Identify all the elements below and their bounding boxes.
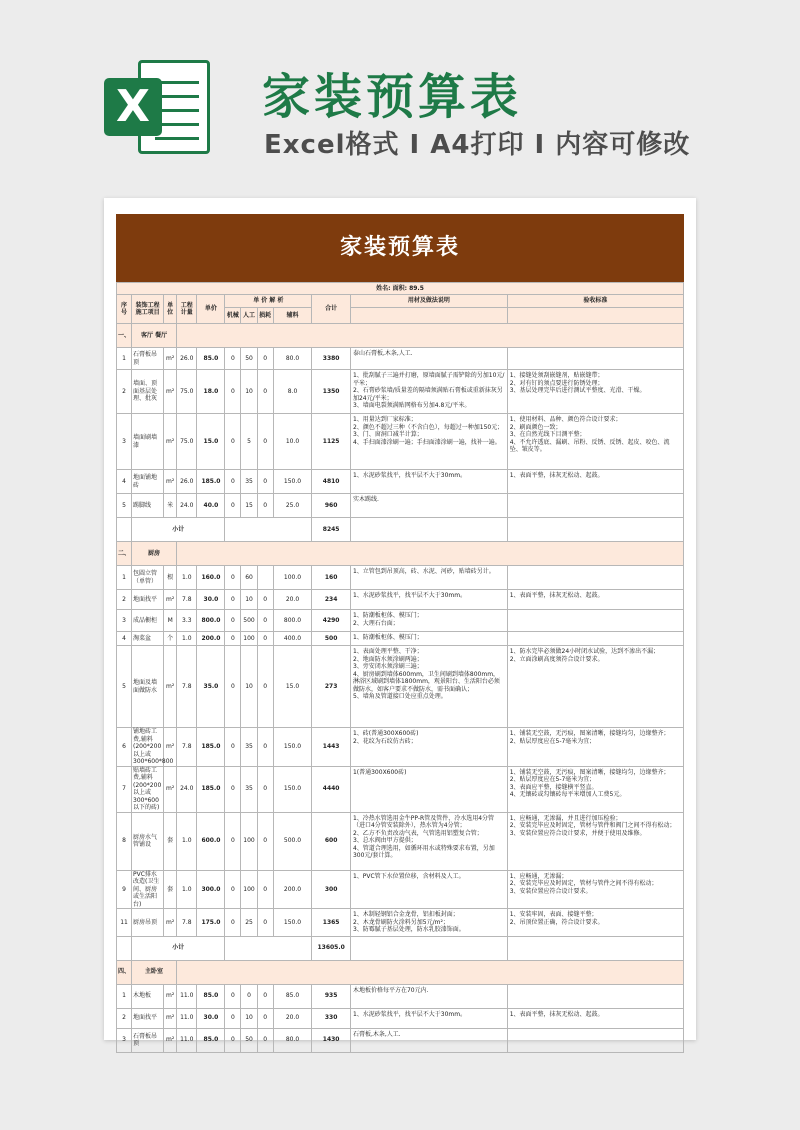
machine-cost: 0 <box>225 812 241 870</box>
row-number: 3 <box>117 610 132 632</box>
item-qty: 24.0 <box>177 766 197 812</box>
header-labor: 人工 <box>241 308 257 324</box>
material-cost: 15.0 <box>273 646 312 728</box>
section-fill <box>177 324 684 348</box>
header-total: 合计 <box>312 295 351 324</box>
loss-cost: 0 <box>257 470 273 494</box>
item-total: 935 <box>312 984 351 1008</box>
item-qty: 11.0 <box>177 1028 197 1052</box>
item-qty: 7.8 <box>177 909 197 937</box>
machine-cost: 0 <box>225 766 241 812</box>
machine-cost: 0 <box>225 984 241 1008</box>
item-total: 4290 <box>312 610 351 632</box>
item-description: 1(普通300X600砖) <box>350 766 507 812</box>
section-fill <box>177 542 684 566</box>
labor-cost: 60 <box>241 566 257 590</box>
item-price: 15.0 <box>197 414 225 470</box>
section-fill <box>177 960 684 984</box>
item-acceptance <box>507 984 683 1008</box>
info-row <box>117 283 684 295</box>
labor-cost: 10 <box>241 646 257 728</box>
item-acceptance <box>507 610 683 632</box>
header-item: 装饰工程施工项目 <box>132 295 164 324</box>
item-qty: 3.3 <box>177 610 197 632</box>
item-description: 1、冷热水管选用金牛PP-R管及管件，冷水选用4分管（进口4分管安装除外），热水管为4分管； 2、乙方不负责改动气表，气管选用铝塑复合管； 3、总水阀由甲方提供； 4、管道合理选用，如循环用水或特殊要求布置，另加300元/套计算。 <box>350 812 507 870</box>
item-unit: 米 <box>164 494 177 518</box>
row-number: 1 <box>117 984 132 1008</box>
item-acceptance <box>507 348 683 370</box>
item-acceptance <box>507 1028 683 1052</box>
subtotal-blank <box>507 936 683 960</box>
item-description: 1、防潮板柜体、模压门； <box>350 632 507 646</box>
item-qty: 75.0 <box>177 370 197 414</box>
row-number: 2 <box>117 370 132 414</box>
item-unit: 根 <box>164 566 177 590</box>
loss-cost: 0 <box>257 590 273 610</box>
material-cost: 150.0 <box>273 728 312 767</box>
table-row <box>117 590 684 610</box>
item-unit: m² <box>164 370 177 414</box>
table-row <box>117 348 684 370</box>
item-qty: 1.0 <box>177 870 197 909</box>
subtotal-value: 13605.0 <box>312 936 351 960</box>
item-acceptance: 1、安装牢固，表面、接缝平整； 2、吊顶位置正确，符合设计要求。 <box>507 909 683 937</box>
item-description: 1、水泥砂浆找平，找平层不大于30mm。 <box>350 590 507 610</box>
item-name: 地面铺地砖 <box>132 470 164 494</box>
item-acceptance: 1、表面平整，抹灰无松动、起鼓。 <box>507 470 683 494</box>
item-name: 包圆立管（单管） <box>132 566 164 590</box>
item-description: 1、水泥砂浆找平，找平层不大于30mm。 <box>350 1008 507 1028</box>
material-cost: 500.0 <box>273 812 312 870</box>
loss-cost: 0 <box>257 1008 273 1028</box>
item-name: 木地板 <box>132 984 164 1008</box>
item-total: 960 <box>312 494 351 518</box>
item-unit: m² <box>164 1008 177 1028</box>
item-unit: m² <box>164 766 177 812</box>
section-name: 客厅 餐厅 <box>132 324 177 348</box>
machine-cost: 0 <box>225 870 241 909</box>
item-acceptance: 1、铺装无空鼓，无污痕，图案清晰，接缝均匀，边缘整齐； 2、贴层厚度应在5-7毫米为宜； <box>507 728 683 767</box>
loss-cost: 0 <box>257 870 273 909</box>
item-name: 厨房水气管铺设 <box>132 812 164 870</box>
machine-cost: 0 <box>225 610 241 632</box>
section-number: 一、 <box>117 324 132 348</box>
item-description: 1、木制轻钢铝合金龙骨，铝扣板封面； 2、木龙骨刷防火涂料另加5元/m²； 3、防霉腻子基层处理，防水乳胶漆饰面。 <box>350 909 507 937</box>
item-total: 1125 <box>312 414 351 470</box>
item-acceptance <box>507 494 683 518</box>
item-qty: 26.0 <box>177 470 197 494</box>
material-cost: 150.0 <box>273 766 312 812</box>
item-acceptance: 1、表面平整，抹灰无松动、起鼓。 <box>507 590 683 610</box>
material-cost: 800.0 <box>273 610 312 632</box>
item-qty: 7.8 <box>177 728 197 767</box>
labor-cost: 50 <box>241 1028 257 1052</box>
material-cost: 150.0 <box>273 470 312 494</box>
machine-cost: 0 <box>225 1028 241 1052</box>
row-number: 3 <box>117 414 132 470</box>
item-name: 墙面、顶面基层处理、批灰 <box>132 370 164 414</box>
item-description: 1、砖(普通300X600砖) 2、花纹为石纹仿古砖； <box>350 728 507 767</box>
labor-cost: 5 <box>241 414 257 470</box>
header-loss: 损耗 <box>257 308 273 324</box>
machine-cost: 0 <box>225 909 241 937</box>
machine-cost: 0 <box>225 1008 241 1028</box>
subtotal-blank <box>117 936 132 960</box>
item-unit: 套 <box>164 870 177 909</box>
section-row <box>117 324 684 348</box>
item-unit: m² <box>164 984 177 1008</box>
section-row <box>117 960 684 984</box>
item-price: 85.0 <box>197 1028 225 1052</box>
item-price: 30.0 <box>197 590 225 610</box>
section-name: 主卧室 <box>132 960 177 984</box>
machine-cost: 0 <box>225 370 241 414</box>
header-price: 单价 <box>197 295 225 324</box>
item-price: 40.0 <box>197 494 225 518</box>
subtotal-blank <box>350 518 507 542</box>
item-total: 160 <box>312 566 351 590</box>
machine-cost: 0 <box>225 728 241 767</box>
item-total: 3380 <box>312 348 351 370</box>
item-name: 铺地砖工费,辅料(200*200以上或300*600*800 <box>133 728 174 765</box>
item-qty: 7.8 <box>177 590 197 610</box>
subtotal-row <box>117 936 684 960</box>
item-description: 1、防潮板柜体、模压门； 2、大理石台面； <box>350 610 507 632</box>
labor-cost: 10 <box>241 370 257 414</box>
machine-cost: 0 <box>225 414 241 470</box>
labor-cost: 25 <box>241 909 257 937</box>
poster-title: 家装预算表 <box>262 69 523 125</box>
item-price: 175.0 <box>197 909 225 937</box>
material-cost: 80.0 <box>273 1028 312 1052</box>
row-number: 4 <box>117 632 132 646</box>
material-cost: 8.0 <box>273 370 312 414</box>
row-number: 3 <box>117 1028 132 1052</box>
material-cost: 85.0 <box>273 984 312 1008</box>
table-row <box>117 1028 684 1052</box>
item-price: 160.0 <box>197 566 225 590</box>
table-row <box>117 566 684 590</box>
machine-cost: 0 <box>225 646 241 728</box>
loss-cost: 0 <box>257 348 273 370</box>
header-material: 辅料 <box>273 308 312 324</box>
row-number: 6 <box>117 728 132 767</box>
item-unit: m² <box>164 728 177 767</box>
item-description: 1、表面处理平整、干净； 2、地面防水须涂刷两遍； 3、旁安闭水须涂刷三遍； 4、厨房刷到墙体600mm，卫生间刷到墙体800mm，淋浴区域刷到墙体1800mm，观景阳台、生活阳台必须做防水，如客户要求不做防水，需书面确认； 5、墙角及管道接口处应重点处理。 <box>350 646 507 728</box>
item-unit: m² <box>164 909 177 937</box>
loss-cost: 0 <box>257 610 273 632</box>
section-name: 厨房 <box>132 542 177 566</box>
section-number: 四、 <box>117 960 132 984</box>
row-number: 2 <box>117 1008 132 1028</box>
subtotal-blank <box>350 936 507 960</box>
labor-cost: 10 <box>241 590 257 610</box>
item-description: 实木踢线. <box>350 494 507 518</box>
row-number: 5 <box>117 494 132 518</box>
item-total: 600 <box>312 812 351 870</box>
machine-cost: 0 <box>225 494 241 518</box>
item-name: 石膏板吊顶 <box>132 348 164 370</box>
item-price: 85.0 <box>197 348 225 370</box>
owner-info: 姓名: 面积: 89.5 <box>117 283 684 295</box>
excel-logo-icon <box>100 56 212 156</box>
material-cost: 150.0 <box>273 909 312 937</box>
subtotal-label: 小计 <box>132 518 225 542</box>
item-total: 330 <box>312 1008 351 1028</box>
subtotal-blank <box>507 518 683 542</box>
item-acceptance: 1、使用材料、品种、颜色符合设计要求； 2、刷面颜色一致； 3、在自然光线下目测平整； 4、不允许透底、漏刷、吊粉、反锈、反锈、起皮、咬色、流坠、皱皮等。 <box>507 414 683 470</box>
item-acceptance: 1、铺装无空鼓，无污痕，图案清晰，接缝均匀，边缘整齐； 2、贴层厚度应在5-7毫米为宜； 3、表面应平整，接缝横平竖直。 4、无镶砖或勾镶砖每平米增加人工费5元。 <box>507 766 683 812</box>
header-unit: 单位 <box>164 295 177 324</box>
item-acceptance <box>507 566 683 590</box>
table-row <box>117 728 684 767</box>
item-unit: m² <box>164 590 177 610</box>
item-description: 1、立管包到吊顶高，砖、水泥、河砂，贴墙砖另计。 <box>350 566 507 590</box>
item-description: 1、批刮腻子三遍并打磨，原墙面腻子需铲除的另加10元/平米； 2、石膏砂浆墙/质量差的隔墙须满贴石膏板或重新抹灰另加24元/平米； 3、墙面电裂须满贴网格布另加4.8元/平米。 <box>350 370 507 414</box>
poster-subtitle: Excel格式 I A4打印 I 内容可修改 <box>264 130 691 160</box>
item-total: 4440 <box>312 766 351 812</box>
subtotal-label: 小计 <box>132 936 225 960</box>
item-name: 贴墙砖工费,辅料(200*200以上或300*600以下的砖) <box>132 766 164 812</box>
row-number: 2 <box>117 590 132 610</box>
item-total: 1430 <box>312 1028 351 1052</box>
labor-cost: 35 <box>241 728 257 767</box>
material-cost: 10.0 <box>273 414 312 470</box>
machine-cost: 0 <box>225 590 241 610</box>
table-row <box>117 632 684 646</box>
labor-cost: 100 <box>241 812 257 870</box>
item-unit: m² <box>164 646 177 728</box>
item-name: 厨房吊顶 <box>132 909 164 937</box>
item-total: 1365 <box>312 909 351 937</box>
row-number: 5 <box>117 646 132 728</box>
item-price: 600.0 <box>197 812 225 870</box>
header-accept: 验收标准 <box>507 295 683 308</box>
loss-cost: 0 <box>257 646 273 728</box>
item-name: 墙面刷墙漆 <box>132 414 164 470</box>
item-acceptance: 1、防水完毕必须做24小时闭水试验，达到不渗出不漏； 2、立面涂刷高度须符合设计要求。 <box>507 646 683 728</box>
machine-cost: 0 <box>225 566 241 590</box>
section-number: 二、 <box>117 542 132 566</box>
item-unit: M <box>164 610 177 632</box>
item-description: 石膏板,木条,人工. <box>350 1028 507 1052</box>
labor-cost: 50 <box>241 348 257 370</box>
row-number: 9 <box>117 870 132 909</box>
item-price: 185.0 <box>197 728 225 767</box>
material-cost: 400.0 <box>273 632 312 646</box>
item-qty: 1.0 <box>177 812 197 870</box>
row-number: 7 <box>117 766 132 812</box>
item-acceptance: 1、接缝处须刮嵌缝剂，贴嵌缝带； 2、对有钉的须点要进行防锈处理； 3、基层处理完毕后进行测试平整度、光滑、干燥。 <box>507 370 683 414</box>
loss-cost: 0 <box>257 984 273 1008</box>
machine-cost: 0 <box>225 348 241 370</box>
item-price: 800.0 <box>197 610 225 632</box>
item-acceptance: 1、应畅通，无渗漏； 2、安装完毕应及时固定，管材与管件之间不得有松动； 3、安装位置应符合设计要求。 <box>507 870 683 909</box>
item-name: 地面找平 <box>132 590 164 610</box>
item-qty: 1.0 <box>177 566 197 590</box>
loss-cost: 0 <box>257 1028 273 1052</box>
item-unit: m² <box>164 414 177 470</box>
item-price: 300.0 <box>197 870 225 909</box>
header-machine: 机械 <box>225 308 241 324</box>
row-number: 8 <box>117 812 132 870</box>
loss-cost: 0 <box>257 909 273 937</box>
table-row <box>117 1008 684 1028</box>
loss-cost: 0 <box>257 632 273 646</box>
item-qty: 26.0 <box>177 348 197 370</box>
header-row-1 <box>117 295 684 308</box>
labor-cost: 10 <box>241 1008 257 1028</box>
labor-cost: 100 <box>241 870 257 909</box>
labor-cost: 500 <box>241 610 257 632</box>
item-total: 234 <box>312 590 351 610</box>
item-description: 1、用量达到厂家标准； 2、颜色不超过三种（不含白色），每超过一种加150元； 3、门、窗洞口减半计算； 4、手扫面漆涂刷一遍；手扫面漆涂刷一遍，找补一遍。 <box>350 414 507 470</box>
row-number: 4 <box>117 470 132 494</box>
loss-cost: 0 <box>257 494 273 518</box>
labor-cost: 0 <box>241 984 257 1008</box>
item-description: 泰山石膏板,木条,人工. <box>350 348 507 370</box>
machine-cost: 0 <box>225 632 241 646</box>
item-description: 1、水泥砂浆找平，找平层不大于30mm。 <box>350 470 507 494</box>
item-price: 200.0 <box>197 632 225 646</box>
table-row <box>117 909 684 937</box>
subtotal-row <box>117 518 684 542</box>
item-price: 35.0 <box>197 646 225 728</box>
header-qty: 工程计量 <box>177 295 197 324</box>
labor-cost: 35 <box>241 470 257 494</box>
loss-cost: 0 <box>257 812 273 870</box>
header-breakdown: 单 价 解 析 <box>225 295 312 308</box>
item-name: 淘菜盆 <box>132 632 164 646</box>
item-total: 4810 <box>312 470 351 494</box>
item-total: 273 <box>312 646 351 728</box>
header-desc: 用材及做法说明 <box>350 295 507 308</box>
item-name: 踢脚线 <box>132 494 164 518</box>
row-number: 1 <box>117 348 132 370</box>
loss-cost <box>257 566 273 590</box>
item-price: 30.0 <box>197 1008 225 1028</box>
table-row <box>117 766 684 812</box>
material-cost: 20.0 <box>273 1008 312 1028</box>
row-number: 1 <box>117 566 132 590</box>
item-qty: 11.0 <box>177 1008 197 1028</box>
item-price: 185.0 <box>197 766 225 812</box>
labor-cost: 15 <box>241 494 257 518</box>
subtotal-blank <box>117 518 132 542</box>
item-total: 1350 <box>312 370 351 414</box>
item-qty: 75.0 <box>177 414 197 470</box>
item-total: 500 <box>312 632 351 646</box>
item-description: 1、PVC管下水位置位移，含材料及人工。 <box>350 870 507 909</box>
material-cost: 20.0 <box>273 590 312 610</box>
loss-cost: 0 <box>257 370 273 414</box>
table-row <box>117 414 684 470</box>
labor-cost: 100 <box>241 632 257 646</box>
table-row <box>117 610 684 632</box>
material-cost: 80.0 <box>273 348 312 370</box>
item-unit: 个 <box>164 632 177 646</box>
item-name: PVC排水改造(卫生间、厨房或生活阳台) <box>132 870 164 909</box>
budget-table <box>116 282 684 1053</box>
material-cost: 200.0 <box>273 870 312 909</box>
item-unit: m² <box>164 470 177 494</box>
logo-letter: X <box>104 78 162 136</box>
item-description: 木地板价格每平方在70元内. <box>350 984 507 1008</box>
labor-cost: 35 <box>241 766 257 812</box>
item-price: 18.0 <box>197 370 225 414</box>
item-unit: m² <box>164 1028 177 1052</box>
sheet-title: 家装预算表 <box>116 214 684 282</box>
item-acceptance <box>507 632 683 646</box>
material-cost: 100.0 <box>273 566 312 590</box>
subtotal-value: 8245 <box>312 518 351 542</box>
table-row <box>117 470 684 494</box>
item-qty: 11.0 <box>177 984 197 1008</box>
item-qty: 1.0 <box>177 632 197 646</box>
row-number: 11 <box>117 909 132 937</box>
loss-cost: 0 <box>257 766 273 812</box>
item-name: 地面找平 <box>132 1008 164 1028</box>
header-seq: 序 号 <box>117 295 132 324</box>
item-acceptance: 1、应畅通，无渗漏，并且进行加压检验； 2、安装完毕应及时固定，管材与管件和阀门之间不得有松动； 3、安装位置应符合设计要求，并便于使用及维修。 <box>507 812 683 870</box>
item-price: 185.0 <box>197 470 225 494</box>
loss-cost: 0 <box>257 728 273 767</box>
subtotal-blank <box>225 936 312 960</box>
item-price: 85.0 <box>197 984 225 1008</box>
item-qty: 7.8 <box>177 646 197 728</box>
loss-cost: 0 <box>257 414 273 470</box>
item-name: 石膏板吊顶 <box>132 1028 164 1052</box>
item-total: 300 <box>312 870 351 909</box>
item-name: 成品橱柜 <box>132 610 164 632</box>
item-unit: m² <box>164 348 177 370</box>
item-unit: 套 <box>164 812 177 870</box>
table-row <box>117 370 684 414</box>
item-acceptance: 1、表面平整，抹灰无松动、起鼓。 <box>507 1008 683 1028</box>
item-total: 1443 <box>312 728 351 767</box>
section-row <box>117 542 684 566</box>
table-row <box>117 646 684 728</box>
table-row <box>117 494 684 518</box>
subtotal-blank <box>225 518 312 542</box>
table-row <box>117 984 684 1008</box>
material-cost: 25.0 <box>273 494 312 518</box>
table-row <box>117 870 684 909</box>
spreadsheet-preview <box>104 198 696 1047</box>
table-row <box>117 812 684 870</box>
item-name: 地面及墙面做防水 <box>132 646 164 728</box>
item-qty: 24.0 <box>177 494 197 518</box>
machine-cost: 0 <box>225 470 241 494</box>
